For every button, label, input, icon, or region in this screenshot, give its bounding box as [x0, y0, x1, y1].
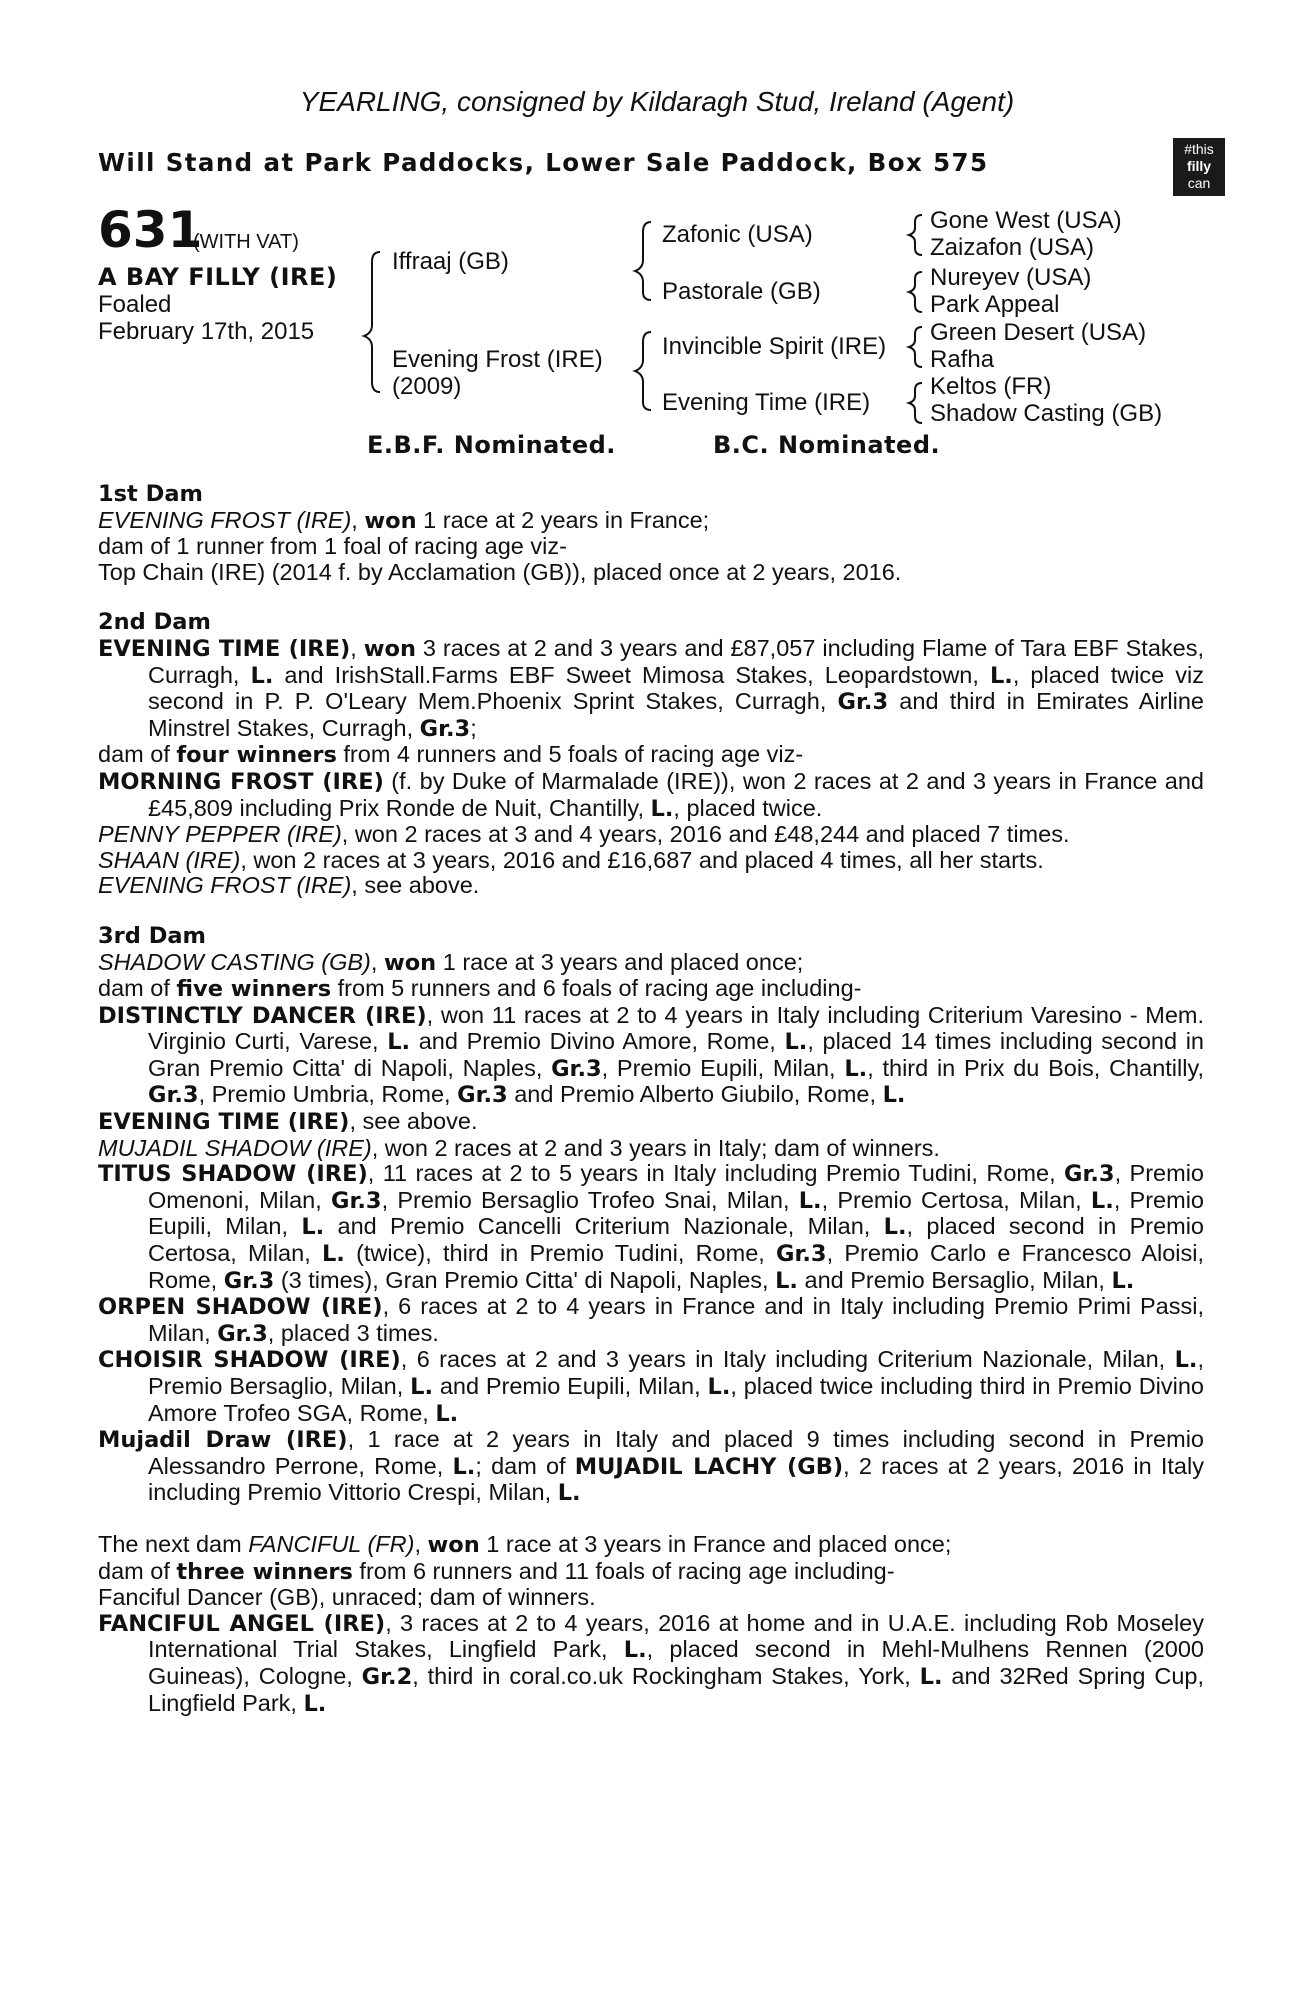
vat-note: (WITH VAT): [193, 231, 299, 253]
brace-pastorale: [909, 272, 922, 312]
morning-frost-entry: MORNING FROST (IRE) (f. by Duke of Marmalade (IRE)), won 2 races at 2 and 3 years in France and £45,809 including Prix Ronde de Nuit, Chantilly, L., placed twice.: [98, 767, 1204, 822]
fanciful-angel-entry: FANCIFUL ANGEL (IRE), 3 races at 2 to 4 years, 2016 at home and in U.A.E. including Rob Moseley International Trial Stakes, Lingfield Park, L., placed second in Mehl-Mulhens Rennen (2000 Guineas), Cologne, Gr.2, third in coral.co.uk Rockingham Stakes, York, L. and 32Red Spring Cup, Lingfield Park, L.: [98, 1609, 1204, 1717]
dam-sire-dam: Rafha: [930, 346, 995, 373]
brace-main: [364, 252, 380, 392]
second-dam-heading: 2nd Dam: [98, 609, 211, 636]
dam-dam-sire: Keltos (FR): [930, 373, 1052, 400]
first-dam-runner: Top Chain (IRE) (2014 f. by Acclamation (GB)), placed once at 2 years, 2016.: [98, 558, 902, 585]
foaled-date: February 17th, 2015: [98, 318, 315, 345]
dam-name: Evening Frost (IRE): [392, 346, 603, 373]
dam-dam: Evening Time (IRE): [662, 389, 871, 416]
brace-sire: [635, 222, 651, 300]
third-dam-produce: dam of five winners from 5 runners and 6 foals of racing age including-: [98, 975, 862, 1003]
first-dam-record: EVENING FROST (IRE), won 1 race at 2 years in France;: [98, 506, 710, 534]
brace-invincible: [909, 327, 922, 367]
brace-evening-time: [909, 383, 922, 423]
brace-zafonic: [909, 215, 922, 255]
badge-line-1: #this: [1184, 141, 1214, 157]
titus-shadow-entry: TITUS SHADOW (IRE), 11 races at 2 to 5 years in Italy including Premio Tudini, Rome, Gr.3, Premio Omenoni, Milan, Gr.3, Premio Bersaglio Trofeo Snai, Milan, L., Premio Certosa, Milan, L., Premio Eupili, Milan, L. and Premio Cancelli Criterium Nazionale, Milan, L., placed second in Premio Certosa, Milan, L. (twice), third in Premio Tudini, Rome, Gr.3, Premio Carlo e Francesco Aloisi, Rome, Gr.3 (3 times), Gran Premio Citta' di Napoli, Naples, L. and Premio Bersaglio, Milan, L.: [98, 1160, 1205, 1294]
horse-name: A BAY FILLY (IRE): [98, 263, 338, 291]
shaan-entry: SHAAN (IRE), won 2 races at 3 years, 2016 and £16,687 and placed 4 times, all her starts.: [98, 846, 1044, 873]
sire-dam: Pastorale (GB): [662, 278, 821, 305]
foaled-label: Foaled: [98, 291, 172, 318]
choisir-shadow-entry: CHOISIR SHADOW (IRE), 6 races at 2 and 3 years in Italy including Criterium Nazionale, Milan, L., Premio Bersaglio, Milan, L. and Premio Eupili, Milan, L., placed twice including third in Premio Divino Amore Trofeo SGA, Rome, L.: [98, 1346, 1204, 1427]
first-dam-heading: 1st Dam: [98, 481, 203, 507]
dam-history: [98, 482, 1204, 1717]
brace-dam: [635, 332, 651, 410]
next-dam-produce: dam of three winners from 6 runners and 11 foals of racing age including-: [98, 1557, 895, 1585]
dam-year: (2009): [392, 373, 462, 400]
second-dam-produce: dam of four winners from 4 runners and 5 foals of racing age viz-: [98, 741, 804, 769]
fanciful-dancer-entry: Fanciful Dancer (GB), unraced; dam of winners.: [98, 1584, 596, 1611]
third-dam-record: SHADOW CASTING (GB), won 1 race at 3 years and placed once;: [98, 948, 804, 976]
sire-dam-dam: Park Appeal: [930, 291, 1060, 318]
location-line: Will Stand at Park Paddocks, Lower Sale Paddock, Box 575: [98, 148, 989, 177]
first-dam-produce: dam of 1 runner from 1 foal of racing age viz-: [98, 533, 567, 560]
evening-time-entry: EVENING TIME (IRE), see above.: [98, 1108, 478, 1136]
dam-sire-sire: Green Desert (USA): [930, 319, 1147, 346]
sire-sire-dam: Zaizafon (USA): [930, 234, 1095, 261]
next-dam-record: The next dam FANCIFUL (FR), won 1 race at 3 years in France and placed once;: [98, 1530, 952, 1558]
second-dam-record: EVENING TIME (IRE), won 3 races at 2 and 3 years and £87,057 including Flame of Tara EBF Stakes, Curragh, L. and IrishStall.Farms EBF Sweet Mimosa Stakes, Leopardstown, L., placed twice viz second in P. P. O'Leary Mem.Phoenix Sprint Stakes, Curragh, Gr.3 and third in Emirates Airline Minstrel Stakes, Curragh, Gr.3;: [98, 634, 1204, 742]
mujadil-draw-entry: Mujadil Draw (IRE), 1 race at 2 years in Italy and placed 9 times including second in Premio Alessandro Perrone, Rome, L.; dam of MUJADIL LACHY (GB), 2 races at 2 years, 2016 in Italy including Premio Vittorio Crespi, Milan, L.: [98, 1426, 1204, 1507]
lot-number: 631: [98, 201, 203, 259]
badge-line-3: can: [1187, 175, 1211, 191]
sire-dam-sire: Nureyev (USA): [930, 264, 1092, 291]
sire-sire: Zafonic (USA): [662, 221, 813, 248]
sire-name: Iffraaj (GB): [392, 248, 509, 275]
dam-dam-dam: Shadow Casting (GB): [930, 400, 1163, 427]
dam-sire: Invincible Spirit (IRE): [662, 333, 887, 360]
consignment-header: YEARLING, consigned by Kildaragh Stud, Ireland (Agent): [299, 86, 1015, 117]
orpen-shadow-entry: ORPEN SHADOW (IRE), 6 races at 2 to 4 years in France and in Italy including Premio Primi Passi, Milan, Gr.3, placed 3 times.: [98, 1293, 1204, 1347]
ebf-nominated: E.B.F. Nominated.: [367, 431, 616, 459]
badge-line-2: filly: [1186, 158, 1212, 174]
sire-sire-sire: Gone West (USA): [930, 207, 1122, 234]
bc-nominated: B.C. Nominated.: [713, 431, 941, 459]
evening-frost-entry: EVENING FROST (IRE), see above.: [98, 872, 480, 899]
third-dam-heading: 3rd Dam: [98, 922, 206, 949]
distinctly-dancer-entry: DISTINCTLY DANCER (IRE), won 11 races at 2 to 4 years in Italy including Criterium Varesino - Mem. Virginio Curti, Varese, L. and Premio Divino Amore, Rome, L., placed 14 times including second in Gran Premio Citta' di Napoli, Naples, Gr.3, Premio Eupili, Milan, L., third in Prix du Bois, Chantilly, Gr.3, Premio Umbria, Rome, Gr.3 and Premio Alberto Giubilo, Rome, L.: [98, 1001, 1205, 1109]
mujadil-shadow-entry: MUJADIL SHADOW (IRE), won 2 races at 2 and 3 years in Italy; dam of winners.: [98, 1134, 940, 1161]
penny-pepper-entry: PENNY PEPPER (IRE), won 2 races at 3 and 4 years, 2016 and £48,244 and placed 7 times.: [98, 821, 1070, 848]
